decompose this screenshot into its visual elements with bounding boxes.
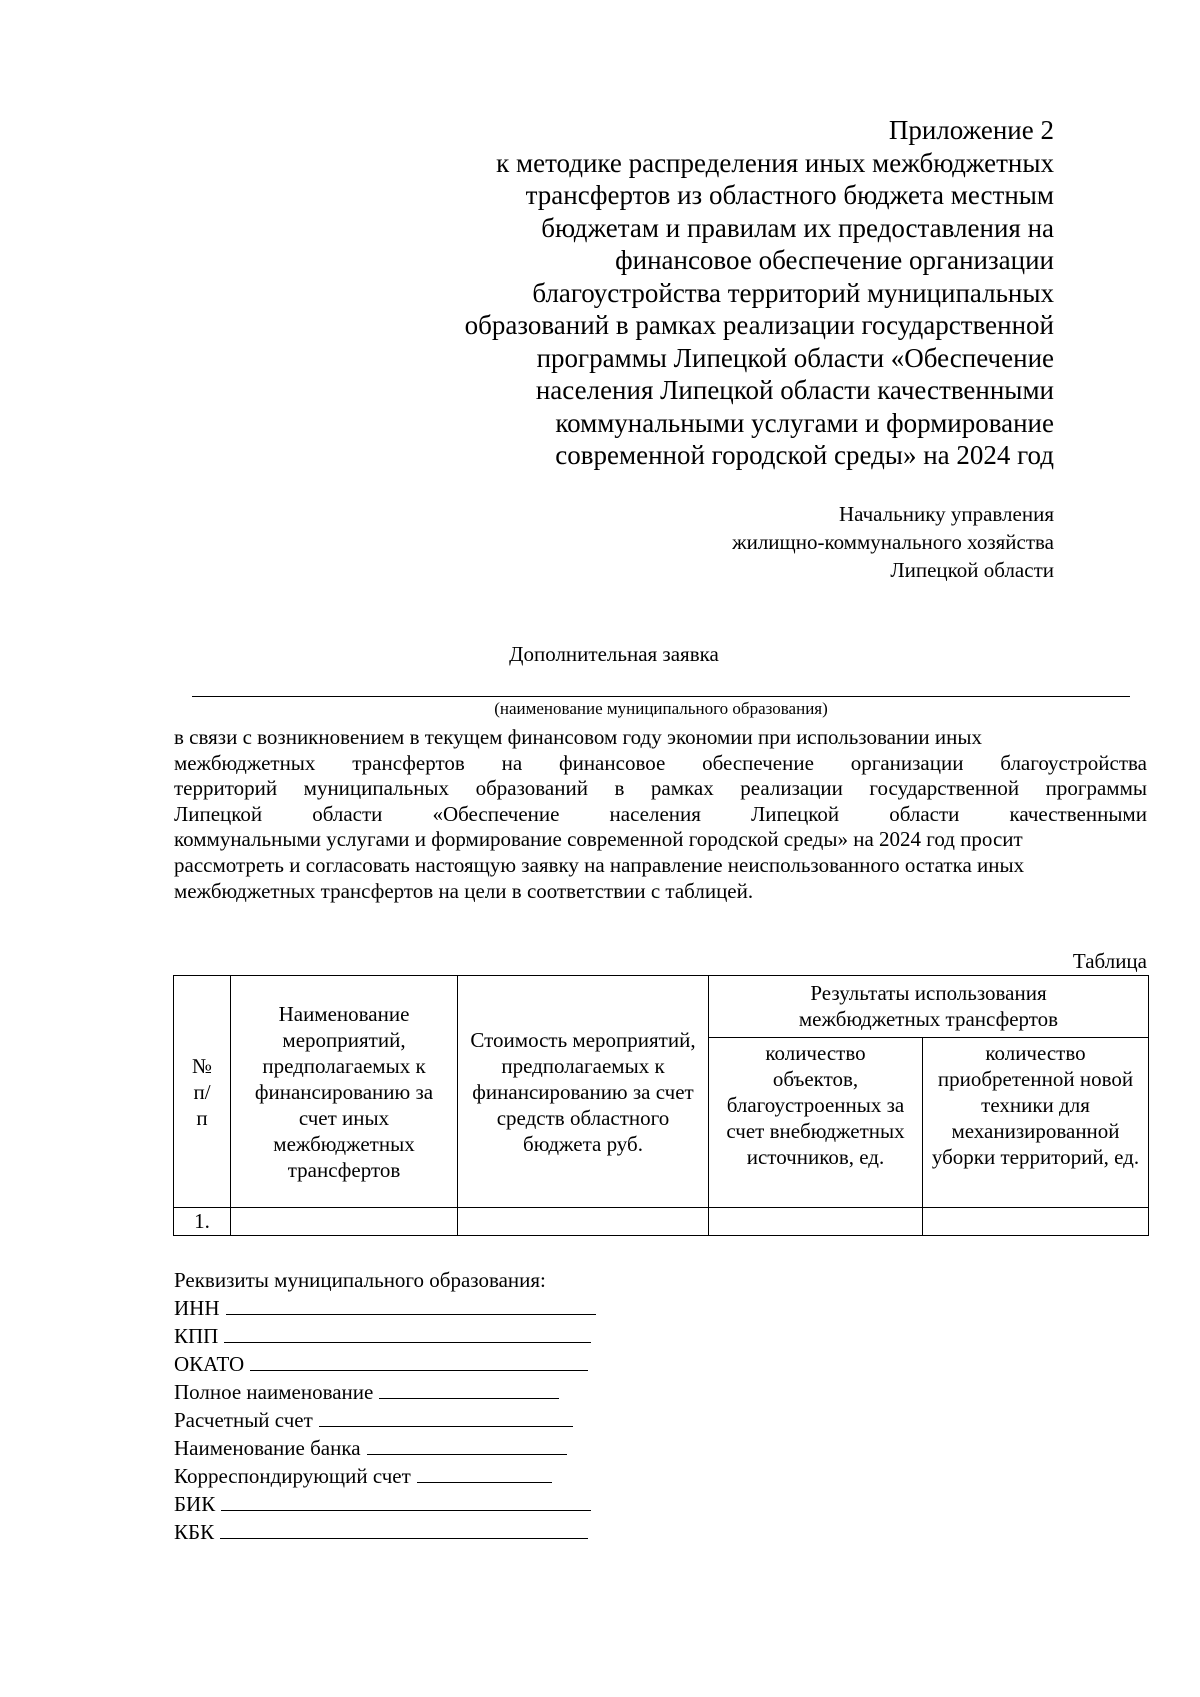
addressee-block bbox=[494, 500, 1054, 584]
requisite-fill-line bbox=[417, 1466, 552, 1483]
municipality-name-caption: (наименование муниципального образования) bbox=[494, 699, 828, 718]
addressee-line: жилищно-коммунального хозяйства bbox=[732, 530, 1054, 554]
requisite-fill-line bbox=[220, 1520, 588, 1539]
header-results: Результаты использования межбюджетных трансфертов bbox=[709, 976, 1149, 1038]
requisite-fill-line bbox=[221, 1492, 591, 1511]
requisite-label: Полное наименование bbox=[174, 1380, 374, 1404]
body-line-text: рассмотреть и согласовать настоящую заявку на направление неиспользованного остатка иных bbox=[174, 852, 1025, 877]
header-cost: Стоимость мероприятий, предполагаемых к финансированию за счет средств областного бюджета руб. bbox=[458, 976, 709, 1208]
requisite-inn bbox=[174, 1294, 596, 1322]
table-label: Таблица bbox=[1072, 949, 1147, 973]
requisite-fill-line bbox=[226, 1296, 596, 1315]
header-objects: количество объектов, благоустроенных за счет внебюджетных источников, ед. bbox=[709, 1038, 923, 1208]
appendix-line: современной городской среды» на 2024 год bbox=[555, 440, 1054, 470]
body-line-text: в связи с возникновением в текущем финансовом году экономии при использовании иных bbox=[174, 725, 982, 749]
request-body bbox=[174, 725, 1147, 904]
requisite-kbk bbox=[174, 1518, 596, 1546]
header-number: № п/п bbox=[174, 976, 231, 1208]
body-word: «Обеспечение bbox=[432, 801, 560, 826]
requisite-fill-line bbox=[319, 1408, 573, 1427]
requisite-label: Наименование банка bbox=[174, 1436, 361, 1460]
body-word: качественными bbox=[1009, 801, 1147, 826]
body-word: области bbox=[889, 801, 960, 826]
appendix-line: к методике распределения иных межбюджетных bbox=[496, 147, 1054, 178]
requisite-bik bbox=[174, 1490, 596, 1518]
body-line-text: территорий муниципальных образований в рамках реализации государственной программы bbox=[174, 776, 1147, 801]
table-row bbox=[174, 1208, 1149, 1236]
requisite-fill-line bbox=[250, 1352, 588, 1371]
body-word: Липецкой bbox=[174, 801, 263, 826]
requisite-label: Корреспондирующий счет bbox=[174, 1464, 411, 1488]
appendix-header bbox=[414, 114, 1054, 472]
requisite-fill-line bbox=[224, 1324, 591, 1343]
requisite-label: БИК bbox=[174, 1492, 216, 1516]
requisite-label: ИНН bbox=[174, 1296, 220, 1320]
appendix-line: коммунальными услугами и формирование bbox=[555, 407, 1054, 438]
requisite-label: Расчетный счет bbox=[174, 1408, 313, 1432]
requisite-full-name bbox=[174, 1378, 596, 1406]
requisite-corr-account bbox=[174, 1462, 596, 1490]
addressee-line: Начальнику управления bbox=[838, 502, 1054, 526]
body-line bbox=[174, 725, 1147, 751]
body-line bbox=[174, 802, 1147, 828]
municipality-name-line bbox=[192, 696, 1130, 697]
body-line bbox=[174, 879, 1147, 905]
transfers-table bbox=[173, 975, 1149, 1236]
requisite-okato bbox=[174, 1350, 596, 1378]
body-line bbox=[174, 776, 1147, 802]
body-word: населения bbox=[609, 801, 701, 826]
body-line bbox=[174, 827, 1147, 853]
appendix-line: трансфертов из областного бюджета местным bbox=[525, 180, 1054, 210]
appendix-line: населения Липецкой области качественными bbox=[535, 375, 1054, 405]
row-events bbox=[231, 1208, 458, 1236]
requisites-title: Реквизиты муниципального образования: bbox=[174, 1268, 546, 1292]
body-word: области bbox=[312, 801, 383, 826]
document-title: Дополнительная заявка bbox=[509, 642, 719, 666]
row-number: 1. bbox=[174, 1208, 231, 1236]
requisite-label: КПП bbox=[174, 1324, 219, 1348]
body-line bbox=[174, 751, 1147, 777]
row-equipment bbox=[923, 1208, 1149, 1236]
requisite-fill-line bbox=[367, 1436, 567, 1455]
body-line bbox=[174, 853, 1147, 879]
appendix-line: финансовое обеспечение организации bbox=[615, 245, 1054, 275]
requisite-label: ОКАТО bbox=[174, 1352, 245, 1376]
requisite-account bbox=[174, 1406, 596, 1434]
header-equipment: количество приобретенной новой техники для механизированной уборки территорий, ед. bbox=[923, 1038, 1149, 1208]
appendix-line: образований в рамках реализации государственной bbox=[464, 310, 1054, 340]
appendix-line: программы Липецкой области «Обеспечение bbox=[536, 342, 1054, 373]
body-word: Липецкой bbox=[750, 801, 840, 826]
row-objects bbox=[709, 1208, 923, 1236]
header-events: Наименование мероприятий, предполагаемых к финансированию за счет иных межбюджетных трансфертов bbox=[231, 976, 458, 1208]
appendix-line: Приложение 2 bbox=[888, 115, 1054, 145]
requisite-fill-line bbox=[379, 1380, 559, 1399]
body-line-text: межбюджетных трансфертов на цели в соответствии с таблицей. bbox=[174, 878, 754, 903]
addressee-line: Липецкой области bbox=[890, 558, 1054, 582]
requisite-bank bbox=[174, 1434, 596, 1462]
requisites-block bbox=[174, 1266, 596, 1546]
appendix-line: бюджетам и правилам их предоставления на bbox=[541, 212, 1054, 243]
body-line-text: коммунальными услугами и формирование современной городской среды» на 2024 год просит bbox=[174, 827, 1023, 852]
body-line-text: межбюджетных трансфертов на финансовое обеспечение организации благоустройства bbox=[174, 750, 1147, 775]
row-cost bbox=[458, 1208, 709, 1236]
requisite-kpp bbox=[174, 1322, 596, 1350]
requisite-label: КБК bbox=[174, 1520, 215, 1544]
appendix-line: благоустройства территорий муниципальных bbox=[532, 277, 1054, 308]
